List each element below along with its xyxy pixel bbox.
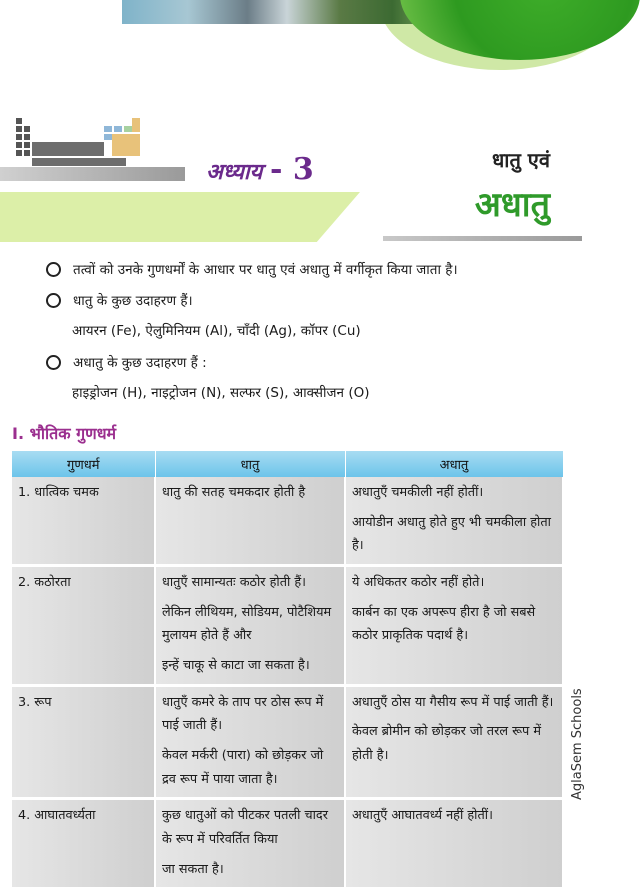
metal-cell bbox=[155, 566, 345, 686]
cell-text: अधातुएँ चमकीली नहीं होतीं। bbox=[352, 485, 484, 500]
chapter-title-line1: धातु एवं bbox=[491, 148, 550, 172]
cell-text: कुछ धातुओं को पीटकर पतली चादर के रूप में परिवर्तित किया bbox=[162, 808, 328, 848]
cell-text: धातुएँ सामान्यतः कठोर होती हैं। bbox=[162, 575, 307, 591]
cell-text: जा सकता है। bbox=[162, 861, 224, 877]
cell-text: केवल मर्करी (पारा) को छोड़कर जो द्रव रूप में पाया जाता है। bbox=[162, 748, 324, 787]
point-text: अधातु के कुछ उदाहरण हैं : bbox=[73, 355, 207, 371]
bullet-circle-icon bbox=[46, 293, 61, 308]
metal-cell bbox=[155, 685, 345, 799]
cell-text: अधातुएँ आघातवर्ध्य नहीं होतीं। bbox=[352, 808, 493, 824]
nonmetal-cell bbox=[345, 566, 563, 686]
property-cell: 1. धात्विक चमक bbox=[12, 477, 155, 566]
chapter-label: अध्याय bbox=[206, 159, 263, 185]
point-text: धातु के कुछ उदाहरण हैं। bbox=[73, 293, 193, 309]
point-subtext: आयरन (Fe), ऐलुमिनियम (Al), चाँदी (Ag), कॉपर (Cu) bbox=[72, 323, 361, 339]
column-header: धातु bbox=[155, 451, 345, 477]
header-grey-bar bbox=[0, 167, 185, 181]
section-title: I. भौतिक गुणधर्म bbox=[12, 424, 117, 443]
property-cell: 2. कठोरता bbox=[12, 566, 155, 686]
point-text: तत्वों को उनके गुणधर्मों के आधार पर धातु एवं अधातु में वर्गीकृत किया जाता है। bbox=[73, 262, 458, 278]
nonmetal-cell bbox=[345, 799, 563, 889]
table-row bbox=[12, 566, 563, 686]
cell-text: लेकिन लीथियम, सोडियम, पोटैशियम मुलायम होते हैं और bbox=[162, 604, 332, 644]
table-row bbox=[12, 477, 563, 566]
cell-text: अधातुएँ ठोस या गैसीय रूप में पाई जाती हैं। bbox=[352, 694, 554, 710]
cell-text: ये अधिकतर कठोर नहीं होते। bbox=[352, 575, 485, 591]
point-item bbox=[46, 351, 566, 373]
properties-table bbox=[12, 451, 564, 890]
metal-cell bbox=[155, 477, 345, 566]
chapter-number: - 3 bbox=[269, 152, 314, 187]
nonmetal-cell bbox=[345, 477, 563, 566]
bullet-circle-icon bbox=[46, 262, 61, 277]
column-header: गुणधर्म bbox=[12, 451, 155, 477]
header-green-swoosh bbox=[400, 0, 640, 60]
bullet-circle-icon bbox=[46, 355, 61, 370]
key-points bbox=[46, 258, 566, 413]
chapter-heading bbox=[206, 152, 314, 187]
cell-text: इन्हें चाकू से काटा जा सकता है। bbox=[162, 658, 310, 674]
table-header-row bbox=[12, 451, 563, 477]
cell-text: केवल ब्रोमीन को छोड़कर जो तरल रूप में होती है। bbox=[352, 724, 541, 764]
watermark: AglaSem Schools bbox=[570, 688, 585, 800]
point-item bbox=[46, 258, 566, 280]
cell-text: धातु की सतह चमकदार होती है bbox=[162, 485, 306, 500]
nonmetal-cell bbox=[345, 685, 563, 799]
chapter-title-line2: अधातु bbox=[474, 185, 550, 225]
point-item bbox=[46, 289, 566, 311]
column-header: अधातु bbox=[345, 451, 563, 477]
cell-text: आयोडीन अधातु होते हुए भी चमकीला होता है। bbox=[352, 514, 551, 554]
header-right-rule bbox=[383, 236, 582, 241]
property-cell: 3. रूप bbox=[12, 685, 155, 799]
table-row bbox=[12, 799, 563, 889]
metal-cell bbox=[155, 799, 345, 889]
cell-text: कार्बन का एक अपरूप हीरा है जो सबसे कठोर प्राकृतिक पदार्थ है। bbox=[352, 604, 536, 644]
header-green-band bbox=[0, 192, 360, 242]
table-row bbox=[12, 685, 563, 799]
cell-text: धातुएँ कमरे के ताप पर ठोस रूप में पाई जाती हैं। bbox=[162, 694, 324, 734]
property-cell: 4. आघातवर्ध्यता bbox=[12, 799, 155, 889]
point-subtext: हाइड्रोजन (H), नाइट्रोजन (N), सल्फर (S), आक्सीजन (O) bbox=[72, 385, 370, 401]
